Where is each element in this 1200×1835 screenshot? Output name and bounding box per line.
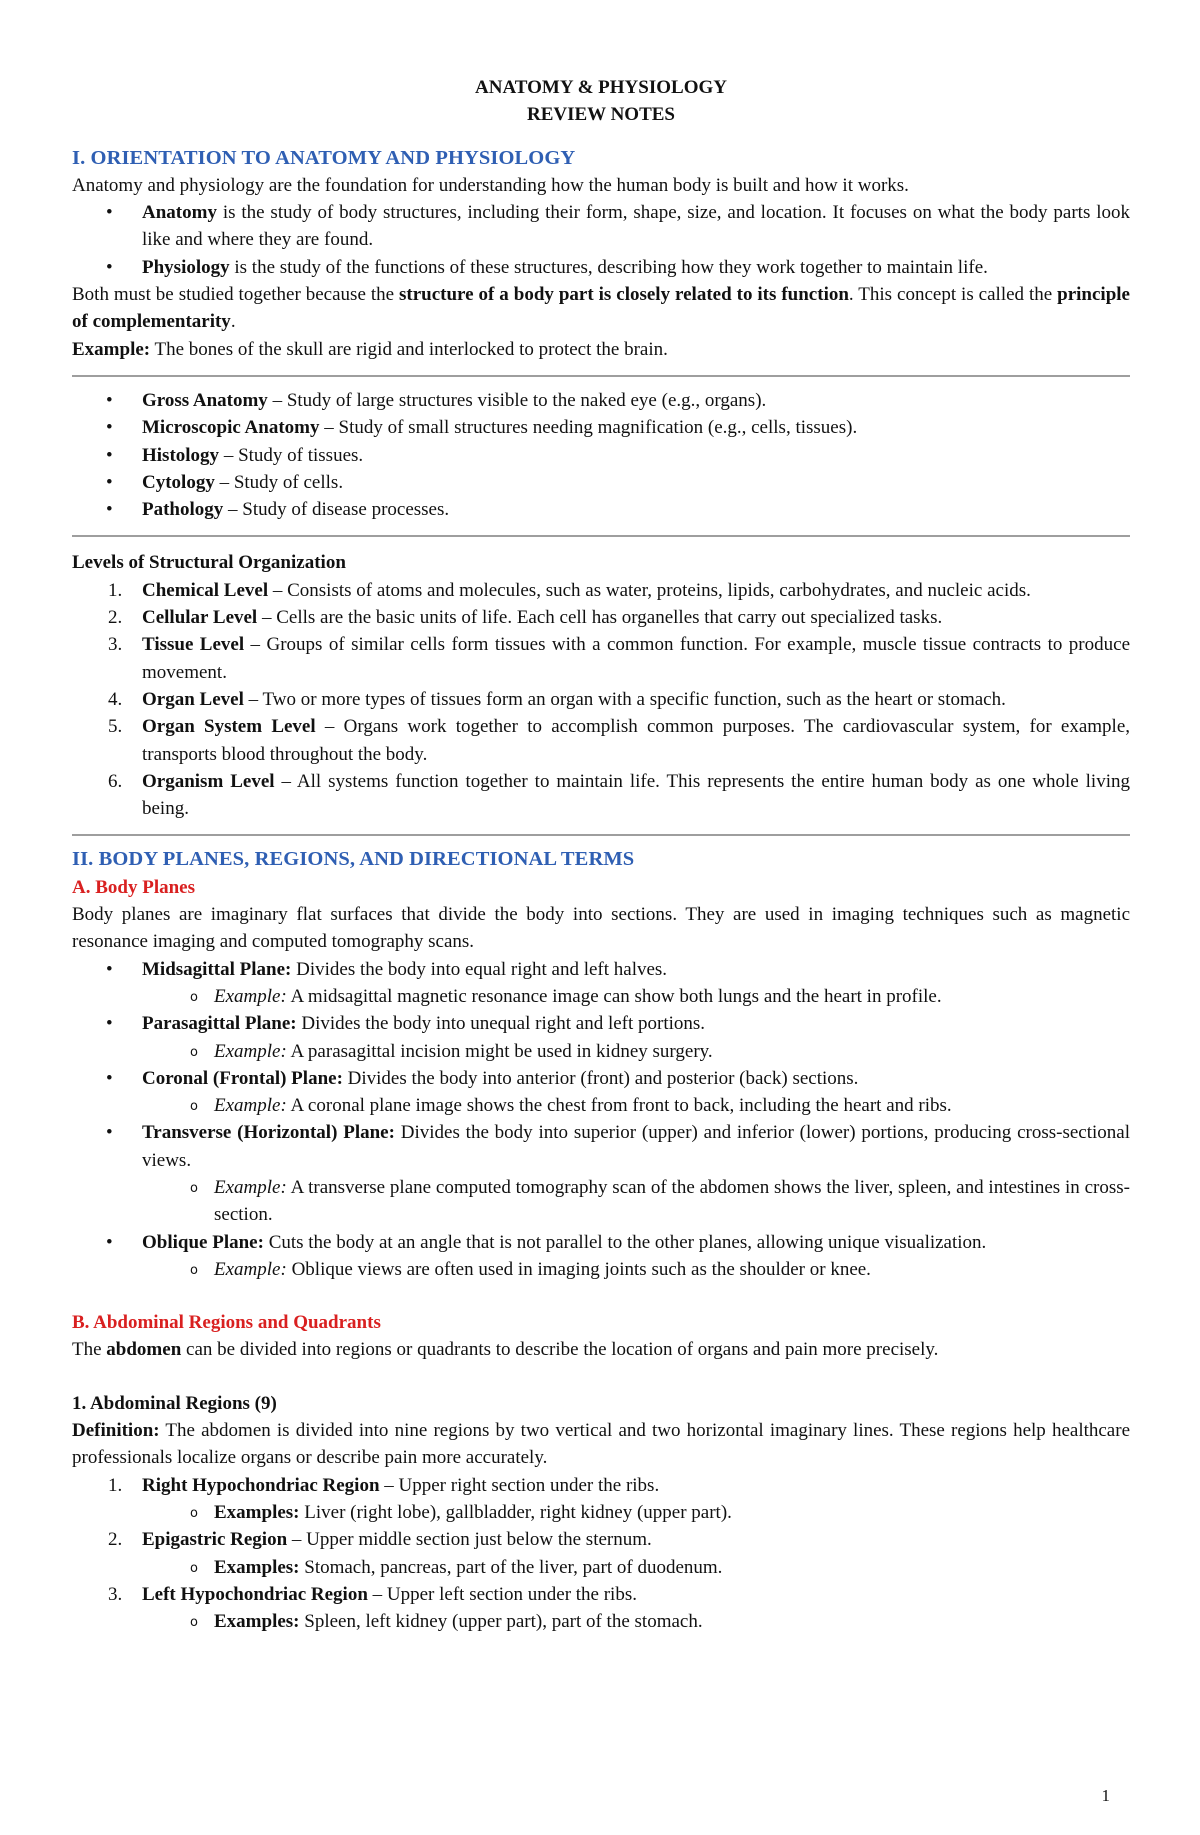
list-item: • Anatomy is the study of body structures, including their form, shape, size, and location. It focuses on what the body parts look like and where they are found.	[72, 199, 1130, 254]
definition-list	[72, 199, 1130, 281]
document-page	[72, 74, 1130, 1635]
example-line: Example: The bones of the skull are rigid and interlocked to protect the brain.	[72, 338, 668, 360]
list-item: • Physiology is the study of the functions of these structures, describing how they work together to maintain life.	[72, 254, 1130, 281]
example-item: o Examples: Stomach, pancreas, part of the liver, part of duodenum.	[190, 1556, 723, 1578]
anatomy-branches-list	[72, 387, 1130, 523]
levels-list	[72, 577, 1130, 823]
example-item: o Example: A midsagittal magnetic resonance image can show both lungs and the heart in profile.	[190, 985, 942, 1007]
list-item: • Microscopic Anatomy – Study of small structures needing magnification (e.g., cells, tissues).	[72, 414, 1130, 441]
planes-list	[72, 956, 1130, 983]
doc-subtitle: REVIEW NOTES	[526, 104, 675, 126]
regions-heading: 1. Abdominal Regions (9)	[72, 1392, 277, 1414]
list-item: 5. Organ System Level – Organs work together to accomplish common purposes. The cardiovascular system, for example, transports blood throughout the body.	[108, 716, 1130, 765]
divider	[72, 535, 1130, 537]
list-item: • Transverse (Horizontal) Plane: Divides the body into superior (upper) and inferior (lower) portions, producing cross-sectional views.	[72, 1119, 1130, 1174]
divider	[72, 834, 1130, 836]
page-number: 1	[1101, 1786, 1110, 1805]
list-item: 2. Epigastric Region – Upper middle section just below the sternum.	[108, 1529, 652, 1551]
list-item: 6. Organism Level – All systems function together to maintain life. This represents the entire human body as one whole living being.	[108, 770, 1130, 820]
section-2-heading: II. BODY PLANES, REGIONS, AND DIRECTIONAL TERMS	[72, 848, 635, 871]
example-item: o Example: A coronal plane image shows the chest from front to back, including the heart and ribs.	[190, 1095, 952, 1117]
section-1-intro: Anatomy and physiology are the foundation for understanding how the human body is built and how it works.	[72, 174, 909, 196]
list-item: • Parasagittal Plane: Divides the body into unequal right and left portions.	[72, 1010, 1130, 1037]
example-item: o Examples: Spleen, left kidney (upper part), part of the stomach.	[190, 1611, 703, 1633]
list-item: • Coronal (Frontal) Plane: Divides the body into anterior (front) and posterior (back) sections.	[72, 1065, 1130, 1092]
doc-title: ANATOMY & PHYSIOLOGY	[475, 77, 727, 98]
regions-list	[72, 1472, 1130, 1499]
list-item: 1. Right Hypochondriac Region – Upper right section under the ribs.	[108, 1474, 660, 1496]
list-item: • Midsagittal Plane: Divides the body into equal right and left halves.	[72, 956, 1130, 983]
list-item: 2. Cellular Level – Cells are the basic units of life. Each cell has organelles that carry out specialized tasks.	[108, 607, 943, 629]
list-item: • Oblique Plane: Cuts the body at an angle that is not parallel to the other planes, allowing unique visualization.	[72, 1229, 1130, 1256]
regions-definition: Definition: The abdomen is divided into nine regions by two vertical and two horizontal imaginary lines. These regions help healthcare professionals localize organs or describe pain more accurately.	[72, 1420, 1130, 1469]
example-item: o Example: Oblique views are often used in imaging joints such as the shoulder or knee.	[190, 1258, 871, 1280]
list-item: 1. Chemical Level – Consists of atoms and molecules, such as water, proteins, lipids, carbohydrates, and nucleic acids.	[108, 579, 1031, 601]
body-planes-intro: Body planes are imaginary flat surfaces that divide the body into sections. They are used in imaging techniques such as magnetic resonance imaging and computed tomography scans.	[72, 904, 1130, 953]
example-item: o Example: A transverse plane computed tomography scan of the abdomen shows the liver, spleen, and intestines in cross-section.	[190, 1176, 1130, 1226]
example-item: o Example: A parasagittal incision might be used in kidney surgery.	[190, 1040, 713, 1062]
levels-heading: Levels of Structural Organization	[72, 552, 346, 574]
list-item: • Pathology – Study of disease processes.	[72, 496, 1130, 523]
list-item: • Histology – Study of tissues.	[72, 442, 1130, 469]
list-item: 4. Organ Level – Two or more types of tissues form an organ with a specific function, such as the heart or stomach.	[108, 688, 1006, 710]
list-item: 3. Left Hypochondriac Region – Upper left section under the ribs.	[108, 1583, 637, 1605]
list-item: • Cytology – Study of cells.	[72, 469, 1130, 496]
abdominal-heading: B. Abdominal Regions and Quadrants	[72, 1312, 381, 1334]
example-item: o Examples: Liver (right lobe), gallbladder, right kidney (upper part).	[190, 1501, 732, 1523]
body-planes-heading: A. Body Planes	[72, 876, 195, 898]
complementarity-paragraph: Both must be studied together because the structure of a body part is closely related to its function. This concept is called the principle of complementarity.	[72, 284, 1130, 333]
list-item: 3. Tissue Level – Groups of similar cells form tissues with a common function. For example, muscle tissue contracts to produce movement.	[108, 634, 1130, 683]
section-1-heading: I. ORIENTATION TO ANATOMY AND PHYSIOLOGY	[72, 146, 576, 169]
list-item: • Gross Anatomy – Study of large structures visible to the naked eye (e.g., organs).	[72, 387, 1130, 414]
abdominal-intro: The abdomen can be divided into regions or quadrants to describe the location of organs and pain more precisely.	[72, 1339, 939, 1361]
divider	[72, 375, 1130, 377]
